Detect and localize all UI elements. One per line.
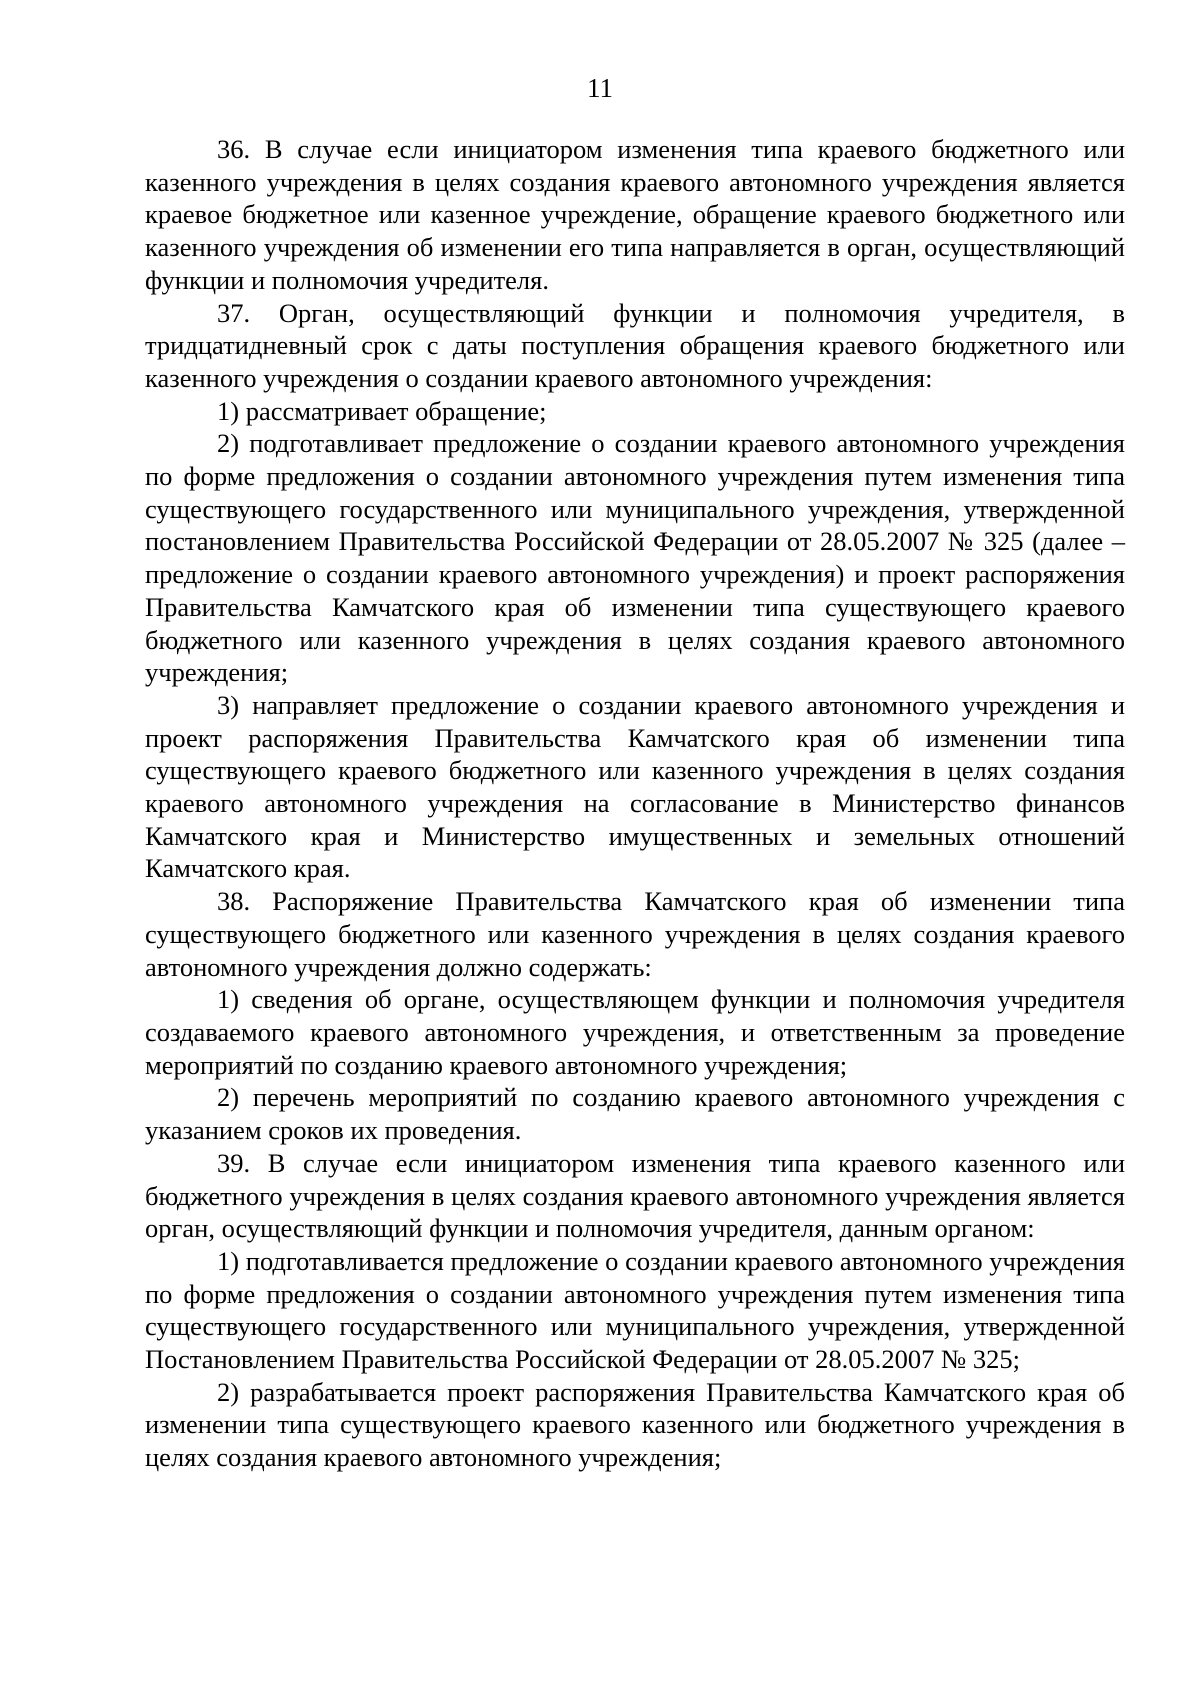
- paragraph-39-item-1: 1) подготавливается предложение о создании краевого автономного учреждения по форме предложения о создании автономного учреждения путем изменения типа существующего государственного или муниципального учреждения, утвержденной Постановлением Правительства Российской Федерации от 28.05.2007 № 325;: [145, 1245, 1125, 1375]
- paragraph-38-item-1: 1) сведения об органе, осуществляющем функции и полномочия учредителя создаваемого краевого автономного учреждения, и ответственным за проведение мероприятий по созданию краевого автономного учреждения;: [145, 984, 1125, 1080]
- paragraph-38-item-2: 2) перечень мероприятий по созданию краевого автономного учреждения с указанием сроков их проведения.: [145, 1082, 1125, 1146]
- paragraph-36: 36. В случае если инициатором изменения типа краевого бюджетного или казенного учреждения в целях создания краевого автономного учреждения является краевое бюджетное или казенное учреждение, обращение краевого бюджетного или казенного учреждения об изменении его типа направляется в орган, осуществляющий функции и полномочия учредителя.: [145, 134, 1125, 295]
- paragraph-37: 37. Орган, осуществляющий функции и полномочия учредителя, в тридцатидневный срок с даты поступления обращения краевого бюджетного или казенного учреждения о создании краевого автономного учреждения:: [145, 297, 1125, 393]
- paragraph-39: 39. В случае если инициатором изменения типа краевого казенного или бюджетного учреждения в целях создания краевого автономного учреждения является орган, осуществляющий функции и полномочия учредителя, данным органом:: [145, 1147, 1125, 1244]
- paragraph-37-item-3: 3) направляет предложение о создании краевого автономного учреждения и проект распоряжения Правительства Камчатского края об изменении типа существующего краевого бюджетного или казенного учреждения в целях создания краевого автономного учреждения на согласование в Министерство финансов Камчатского края и Министерство имущественных и земельных отношений Камчатского края.: [145, 689, 1125, 884]
- paragraph-37-item-1: 1) рассматривает обращение;: [217, 395, 547, 426]
- page-number: 11: [587, 73, 613, 103]
- paragraph-37-item-2: 2) подготавливает предложение о создании краевого автономного учреждения по форме предложения о создании автономного учреждения путем изменения типа существующего государственного или муниципального учреждения, утвержденной постановлением Правительства Российской Федерации от 28.05.2007 № 325 (далее – предложение о создании краевого автономного учреждения) и проект распоряжения Правительства Камчатского края об изменении типа существующего краевого бюджетного или казенного учреждения в целях создания краевого автономного учреждения;: [145, 428, 1125, 688]
- document-body: [145, 133, 1125, 1474]
- paragraph-39-item-2: 2) разрабатывается проект распоряжения Правительства Камчатского края об изменении типа существующего краевого казенного или бюджетного учреждения в целях создания краевого автономного учреждения;: [145, 1376, 1125, 1473]
- paragraph-38: 38. Распоряжение Правительства Камчатского края об изменении типа существующего бюджетного или казенного учреждения в целях создания краевого автономного учреждения должно содержать:: [145, 886, 1125, 982]
